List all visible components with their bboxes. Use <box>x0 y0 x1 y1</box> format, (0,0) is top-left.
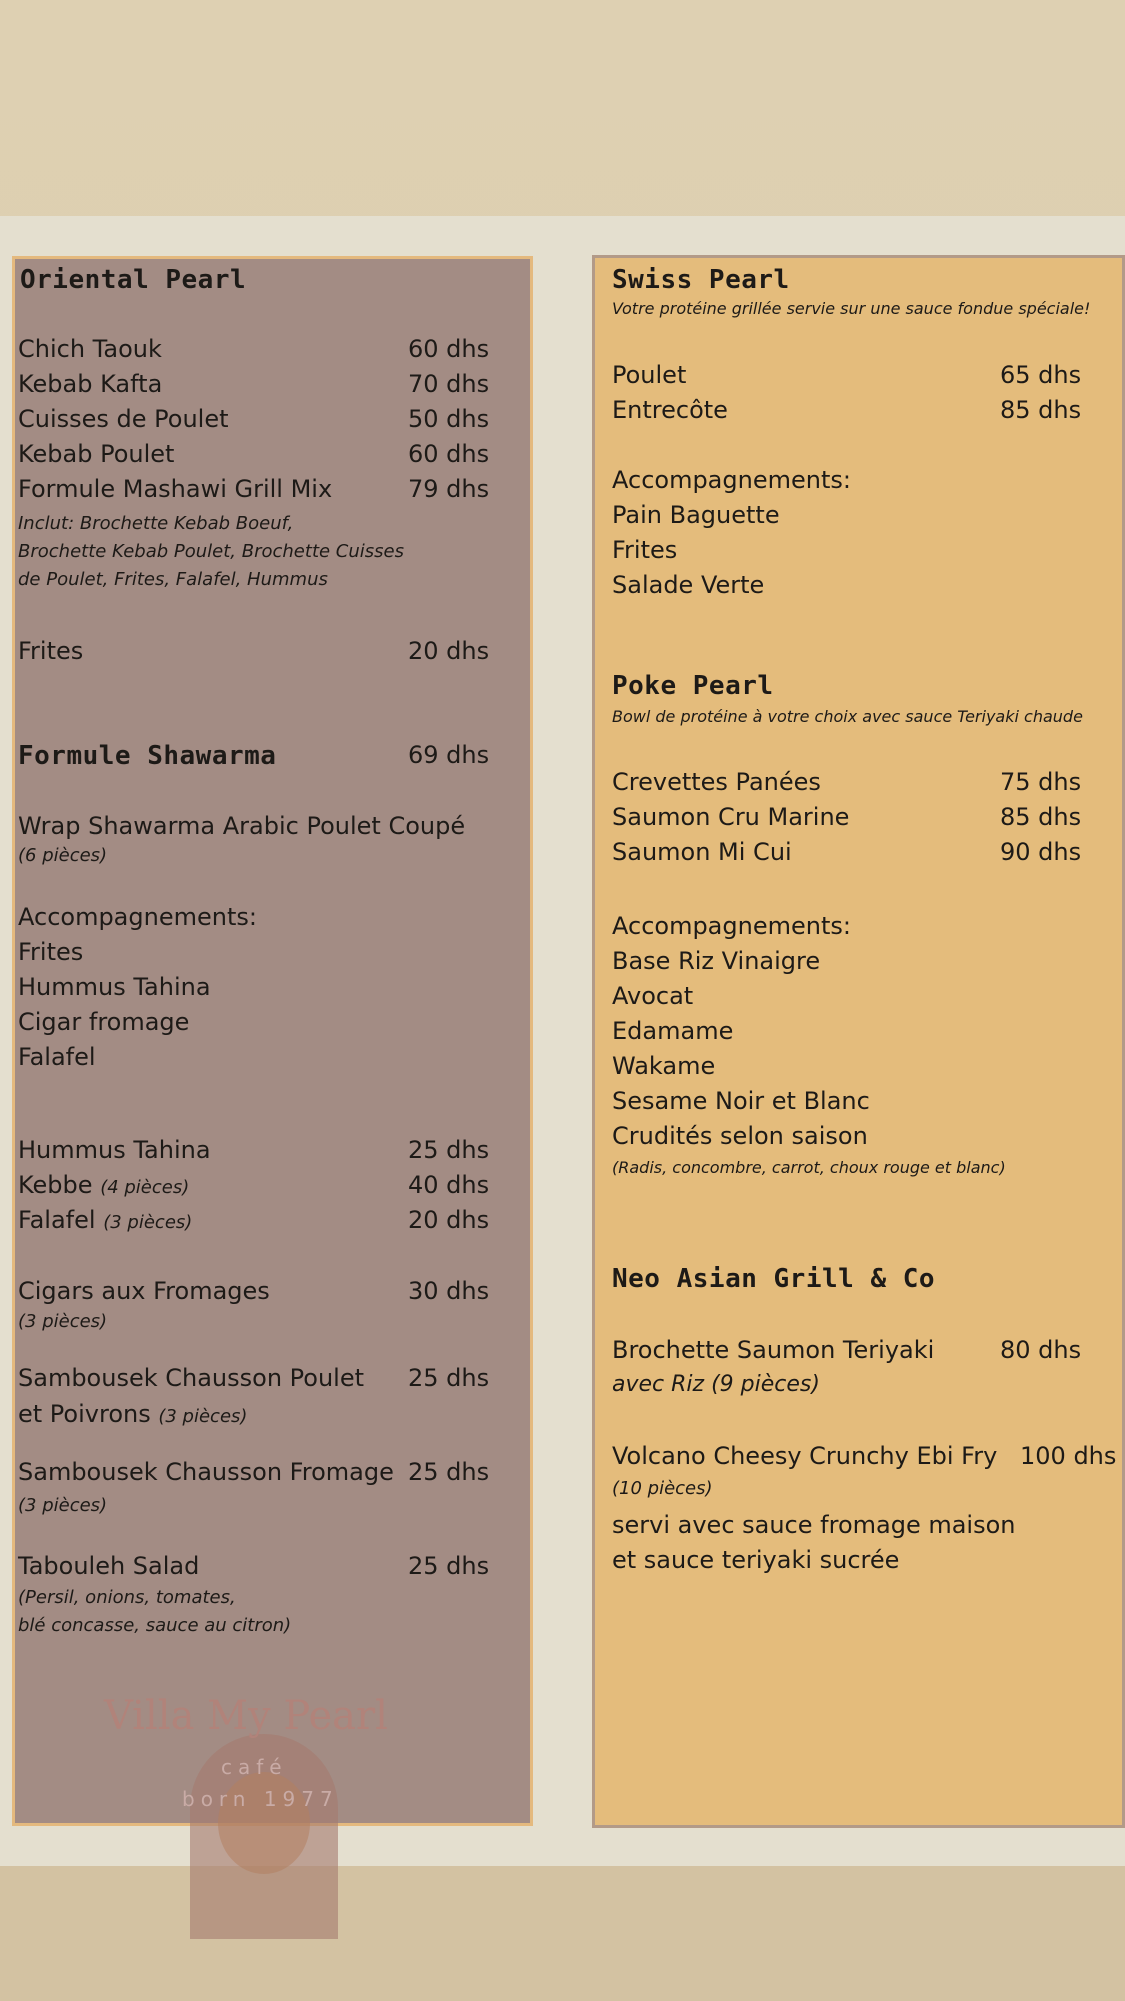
sambousek-poulet-pieces: (3 pièces) <box>158 1406 248 1427</box>
sambousek-fromage-price: 25 dhs <box>408 1458 490 1486</box>
acc-item: Cigar fromage <box>18 1008 190 1036</box>
frites-name: Frites <box>18 637 84 665</box>
menu-item-name: Formule Mashawi Grill Mix <box>18 475 333 503</box>
brochette-pieces: (9 pièces) <box>711 1372 820 1397</box>
logo-name: Villa My Pearl <box>104 1693 388 1739</box>
poke-acc-item: Wakame <box>612 1052 716 1080</box>
shawarma-price: 69 dhs <box>408 741 490 769</box>
volcano-line3: servi avec sauce fromage maison <box>612 1511 1016 1539</box>
sambousek-fromage-pieces: (3 pièces) <box>18 1495 108 1516</box>
volcano-line4: et sauce teriyaki sucrée <box>612 1546 900 1574</box>
cigars-name: Cigars aux Fromages <box>18 1277 270 1305</box>
sambousek-poulet-price: 25 dhs <box>408 1364 490 1392</box>
hummus-price: 25 dhs <box>408 1136 490 1164</box>
menu-item-name: Kebab Kafta <box>18 370 163 398</box>
kebbe-pieces: (4 pièces) <box>100 1177 190 1198</box>
brochette-avec: avec Riz <box>612 1372 705 1397</box>
swiss-item-name: Poulet <box>612 361 687 389</box>
cigars-pieces: (3 pièces) <box>18 1311 108 1332</box>
falafel-row <box>18 1206 192 1234</box>
swiss-item-name: Entrecôte <box>612 396 728 424</box>
swiss-subtitle: Votre protéine grillée servie sur une sauce fondue spéciale! <box>612 299 1091 318</box>
swiss-acc-item: Salade Verte <box>612 571 765 599</box>
acc-item: Falafel <box>18 1043 96 1071</box>
swiss-item-price: 65 dhs <box>1000 361 1082 389</box>
bottom-band <box>0 1866 1125 2001</box>
menu-item-price: 60 dhs <box>408 335 490 363</box>
tabouleh-price: 25 dhs <box>408 1552 490 1580</box>
mashawi-note: de Poulet, Frites, Falafel, Hummus <box>18 569 328 590</box>
poke-acc-item: Crudités selon saison <box>612 1122 868 1150</box>
poke-acc-item: Edamame <box>612 1017 734 1045</box>
kebbe-row <box>18 1171 189 1199</box>
tabouleh-note: blé concasse, sauce au citron) <box>18 1615 292 1636</box>
oriental-panel <box>12 256 533 1826</box>
brochette-name: Brochette Saumon Teriyaki <box>612 1336 935 1364</box>
acc-item: Frites <box>18 938 84 966</box>
acc-item: Hummus Tahina <box>18 973 211 1001</box>
logo-cafe: café <box>221 1755 288 1779</box>
hummus-name: Hummus Tahina <box>18 1136 211 1164</box>
falafel-price: 20 dhs <box>408 1206 490 1234</box>
menu-item-name: Cuisses de Poulet <box>18 405 229 433</box>
swiss-acc-item: Frites <box>612 536 678 564</box>
poke-item-name: Saumon Cru Marine <box>612 803 850 831</box>
sambousek-poulet-sub: et Poivrons <box>18 1400 151 1428</box>
oriental-title: Oriental Pearl <box>20 265 247 295</box>
poke-item-price: 90 dhs <box>1000 838 1082 866</box>
falafel-pieces: (3 pièces) <box>103 1212 193 1233</box>
shawarma-item: Wrap Shawarma Arabic Poulet Coupé <box>18 812 466 840</box>
acc-title: Accompagnements: <box>18 903 257 931</box>
brochette-price: 80 dhs <box>1000 1336 1082 1364</box>
shawarma-pieces: (6 pièces) <box>18 845 108 866</box>
poke-acc-item: Avocat <box>612 982 694 1010</box>
menu-item-price: 50 dhs <box>408 405 490 433</box>
menu-item-price: 70 dhs <box>408 370 490 398</box>
poke-subtitle: Bowl de protéine à votre choix avec sauce Teriyaki chaude <box>612 707 1083 726</box>
cigars-price: 30 dhs <box>408 1277 490 1305</box>
swiss-item-price: 85 dhs <box>1000 396 1082 424</box>
sambousek-fromage-name: Sambousek Chausson Fromage <box>18 1458 394 1486</box>
kebbe-name: Kebbe <box>18 1171 93 1199</box>
sambousek-poulet-line2 <box>18 1400 247 1428</box>
tabouleh-note: (Persil, onions, tomates, <box>18 1587 236 1608</box>
mashawi-note: Brochette Kebab Poulet, Brochette Cuisses <box>18 541 404 562</box>
poke-item-name: Crevettes Panées <box>612 768 821 796</box>
brochette-line2 <box>612 1372 820 1397</box>
shawarma-title: Formule Shawarma <box>18 741 277 771</box>
frites-price: 20 dhs <box>408 637 490 665</box>
tabouleh-name: Tabouleh Salad <box>18 1552 200 1580</box>
volcano-price: 100 dhs <box>1020 1442 1117 1470</box>
falafel-name: Falafel <box>18 1206 96 1234</box>
poke-item-price: 85 dhs <box>1000 803 1082 831</box>
poke-title: Poke Pearl <box>612 671 774 701</box>
swiss-acc-title: Accompagnements: <box>612 466 851 494</box>
right-panel <box>592 255 1125 1828</box>
menu-item-price: 79 dhs <box>408 475 490 503</box>
menu-item-name: Kebab Poulet <box>18 440 175 468</box>
poke-item-price: 75 dhs <box>1000 768 1082 796</box>
logo-born: born 1977 <box>182 1787 339 1811</box>
poke-acc-item: Sesame Noir et Blanc <box>612 1087 870 1115</box>
poke-acc-note: (Radis, concombre, carrot, choux rouge et blanc) <box>612 1158 1006 1177</box>
menu-item-price: 60 dhs <box>408 440 490 468</box>
volcano-name: Volcano Cheesy Crunchy Ebi Fry <box>612 1442 998 1470</box>
menu-item-name: Chich Taouk <box>18 335 162 363</box>
neo-title: Neo Asian Grill & Co <box>612 1264 936 1294</box>
sambousek-poulet-name: Sambousek Chausson Poulet <box>18 1364 365 1392</box>
swiss-title: Swiss Pearl <box>612 265 790 295</box>
kebbe-price: 40 dhs <box>408 1171 490 1199</box>
poke-acc-item: Base Riz Vinaigre <box>612 947 821 975</box>
poke-item-name: Saumon Mi Cui <box>612 838 792 866</box>
swiss-acc-item: Pain Baguette <box>612 501 780 529</box>
poke-acc-title: Accompagnements: <box>612 912 851 940</box>
volcano-pieces: (10 pièces) <box>612 1478 713 1499</box>
mashawi-note: Inclut: Brochette Kebab Boeuf, <box>18 513 294 534</box>
